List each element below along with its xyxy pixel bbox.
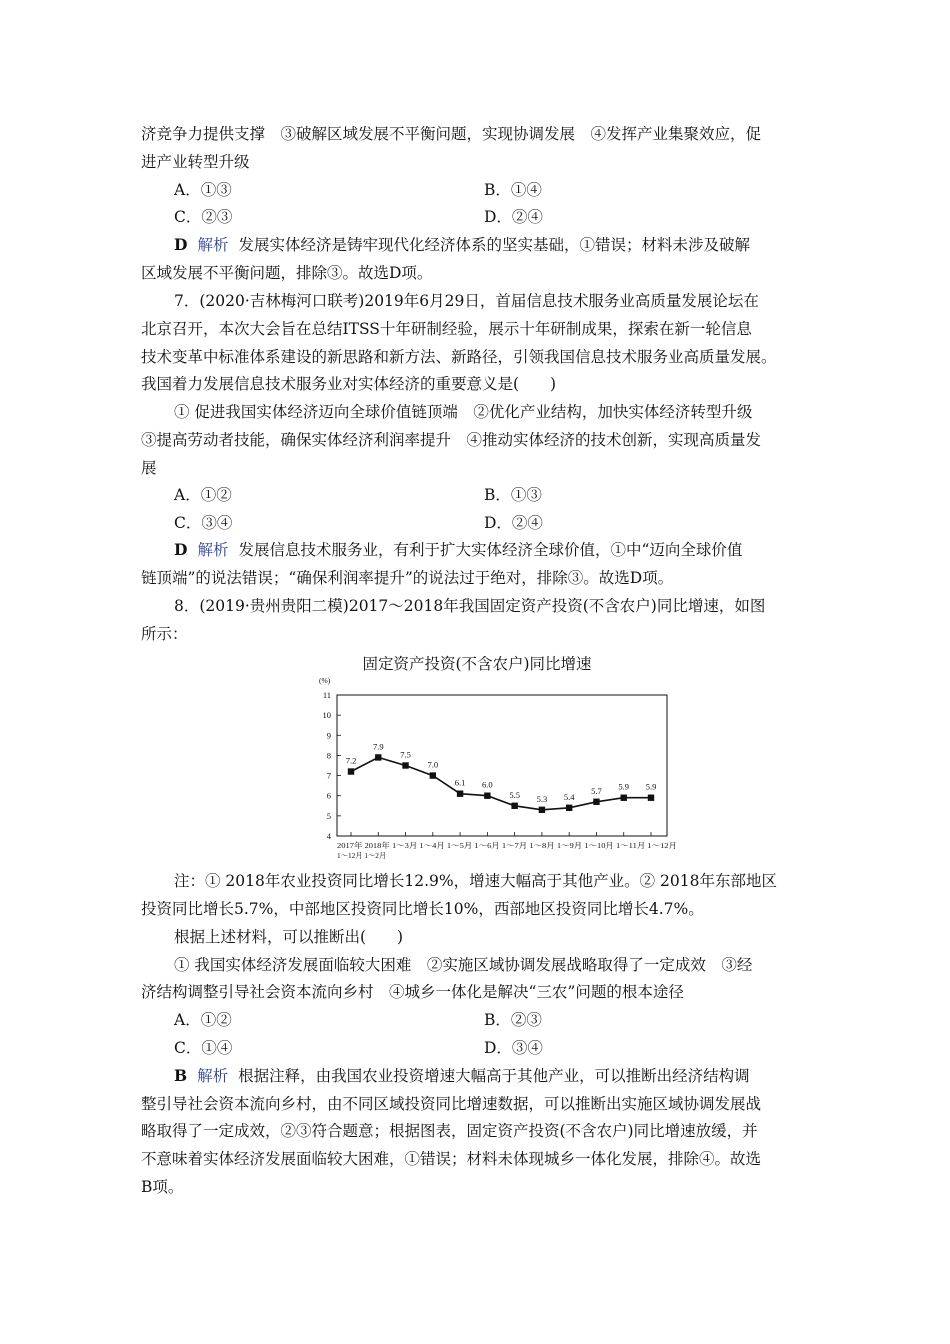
data-label: 5.3	[536, 793, 548, 804]
q8-analysis-label: 解析	[197, 1067, 229, 1085]
y-tick-label: 9	[326, 730, 331, 741]
q7-stem-line-2: 北京召开，本次大会旨在总结ITSS十年研制经验，展示十年研制成果，探索在新一轮信息	[141, 320, 752, 338]
data-label: 7.9	[372, 741, 384, 752]
data-point-marker	[375, 754, 381, 760]
q7-statement-line-3: 展	[141, 459, 157, 477]
data-point-marker	[348, 768, 354, 774]
chart-title: 固定资产投资(不含农户)同比增速	[362, 655, 592, 673]
q8-stem-line-2: 所示：	[141, 625, 188, 643]
y-tick-label: 8	[326, 750, 331, 761]
data-point-marker	[621, 795, 627, 801]
q7-statement-line-1: ① 促进我国实体经济迈向全球价值链顶端 ②优化产业结构，加快实体经济转型升级	[174, 403, 753, 421]
q7-option-b: B．①③	[484, 486, 542, 504]
y-tick-label: 7	[326, 770, 331, 781]
q7-explanation-1: 发展信息技术服务业，有利于扩大实体经济全球价值，①中“迈向全球价值	[238, 541, 743, 559]
data-point-marker	[593, 799, 599, 805]
data-label: 5.9	[618, 781, 630, 792]
data-point-marker	[402, 762, 408, 768]
data-label: 6.1	[454, 777, 466, 788]
q8-answer-line	[174, 1066, 750, 1092]
data-point-marker	[566, 805, 572, 811]
q6-option-c: C．②③	[174, 208, 233, 226]
q7-stem-line-1: 7．(2020·吉林梅河口联考)2019年6月29日，首届信息技术服务业高质量发展论坛在	[174, 292, 759, 310]
data-label: 7.2	[345, 755, 357, 766]
y-tick-label: 10	[322, 710, 331, 721]
q7-option-a: A．①②	[174, 486, 232, 504]
investment-growth-line-chart	[307, 670, 677, 870]
q8-note-line-1: 注：① 2018年农业投资同比增长12.9%，增速大幅高于其他产业。② 2018年东部地区	[174, 872, 777, 890]
q6-text-line-1: 济竞争力提供支撑 ③破解区域发展不平衡问题，实现协调发展 ④发挥产业集聚效应，促	[141, 125, 762, 143]
q7-stem-line-3: 技术变革中标准体系建设的新思路和新方法、新路径，引领我国信息技术服务业高质量发展。	[141, 348, 777, 366]
q8-explanation-1: 根据注释，由我国农业投资增速大幅高于其他产业，可以推断出经济结构调	[238, 1067, 750, 1085]
y-tick-label: 4	[326, 831, 331, 841]
data-label: 5.7	[591, 785, 602, 796]
q8-option-a: A．①②	[174, 1011, 232, 1029]
q7-stem-line-4: 我国着力发展信息技术服务业对实体经济的重要意义是( )	[141, 375, 557, 393]
data-label: 7.5	[400, 749, 411, 760]
q8-statement-line-1: ① 我国实体经济发展面临较大困难 ②实施区域协调发展战略取得了一定成效 ③经	[174, 956, 753, 974]
data-label: 5.9	[645, 781, 657, 792]
q7-analysis-label: 解析	[197, 541, 229, 559]
q6-answer-line	[174, 235, 750, 261]
q7-option-d: D．②④	[484, 514, 543, 532]
data-point-marker	[539, 807, 545, 813]
q6-text-line-2: 进产业转型升级	[141, 153, 250, 171]
y-tick-label: 11	[322, 690, 331, 700]
q6-option-a: A．①③	[174, 181, 232, 199]
series-line	[351, 757, 651, 809]
y-tick-label: 6	[326, 790, 331, 801]
q8-option-c: C．①④	[174, 1039, 233, 1057]
q6-option-b: B．①④	[484, 181, 542, 199]
q7-answer: D	[174, 540, 188, 559]
data-point-marker	[430, 772, 436, 778]
plot-frame	[337, 695, 667, 836]
x-axis-labels-row-1: 2017年 2018年 1～3月 1～4月 1～5月 1～6月 1～7月 1～8月 1～9月 1～10月 1～11月 1～12月	[337, 841, 677, 850]
data-point-marker	[648, 795, 654, 801]
data-point-marker	[484, 793, 490, 799]
q6-analysis-label: 解析	[197, 236, 229, 254]
data-point-marker	[511, 803, 517, 809]
q8-explanation-4: 不意味着实体经济发展面临较大困难，①错误；材料未体现城乡一体化发展，排除④。故选	[141, 1150, 762, 1168]
q8-explanation-3: 略取得了一定成效，②③符合题意；根据图表，固定资产投资(不含农户)同比增速放缓，并	[141, 1122, 758, 1140]
data-label: 7.0	[427, 759, 439, 770]
q8-explanation-5: B项。	[141, 1178, 184, 1196]
q6-explanation-1: 发展实体经济是铸牢现代化经济体系的坚实基础，①错误；材料未涉及破解	[238, 236, 750, 254]
q8-statement-line-2: 济结构调整引导社会资本流向乡村 ④城乡一体化是解决“三农”问题的根本途径	[141, 983, 684, 1001]
q8-explanation-2: 整引导社会资本流向乡村，由不同区域投资同比增速数据，可以推断出实施区域协调发展战	[141, 1095, 762, 1113]
q8-ask: 根据上述材料，可以推断出( )	[174, 928, 404, 946]
q8-option-b: B．②③	[484, 1011, 542, 1029]
data-label: 5.4	[563, 791, 575, 802]
q8-answer: B	[174, 1066, 188, 1085]
q7-answer-line	[174, 540, 742, 566]
q7-option-c: C．③④	[174, 514, 233, 532]
y-tick-label: 5	[326, 810, 331, 821]
x-axis-labels-row-2: 1～12月 1～2月	[337, 851, 387, 860]
y-axis-unit-label: (%)	[319, 676, 331, 685]
data-point-marker	[457, 791, 463, 797]
q6-explanation-2: 区域发展不平衡问题，排除③。故选D项。	[141, 264, 433, 282]
q8-note-line-2: 投资同比增长5.7%，中部地区投资同比增长10%，西部地区投资同比增长4.7%。	[141, 900, 704, 918]
q8-option-d: D．③④	[484, 1039, 543, 1057]
q7-statement-line-2: ③提高劳动者技能，确保实体经济利润率提升 ④推动实体经济的技术创新，实现高质量发	[141, 431, 762, 449]
q6-option-d: D．②④	[484, 208, 543, 226]
q6-answer: D	[174, 235, 188, 254]
q7-explanation-2: 链顶端”的说法错误；“确保利润率提升”的说法过于绝对，排除③。故选D项。	[141, 569, 674, 587]
data-label: 6.0	[482, 779, 493, 790]
data-label: 5.5	[509, 789, 520, 800]
q8-stem-line-1: 8．(2019·贵州贵阳二模)2017～2018年我国固定资产投资(不含农户)同比增速，如图	[174, 597, 766, 615]
